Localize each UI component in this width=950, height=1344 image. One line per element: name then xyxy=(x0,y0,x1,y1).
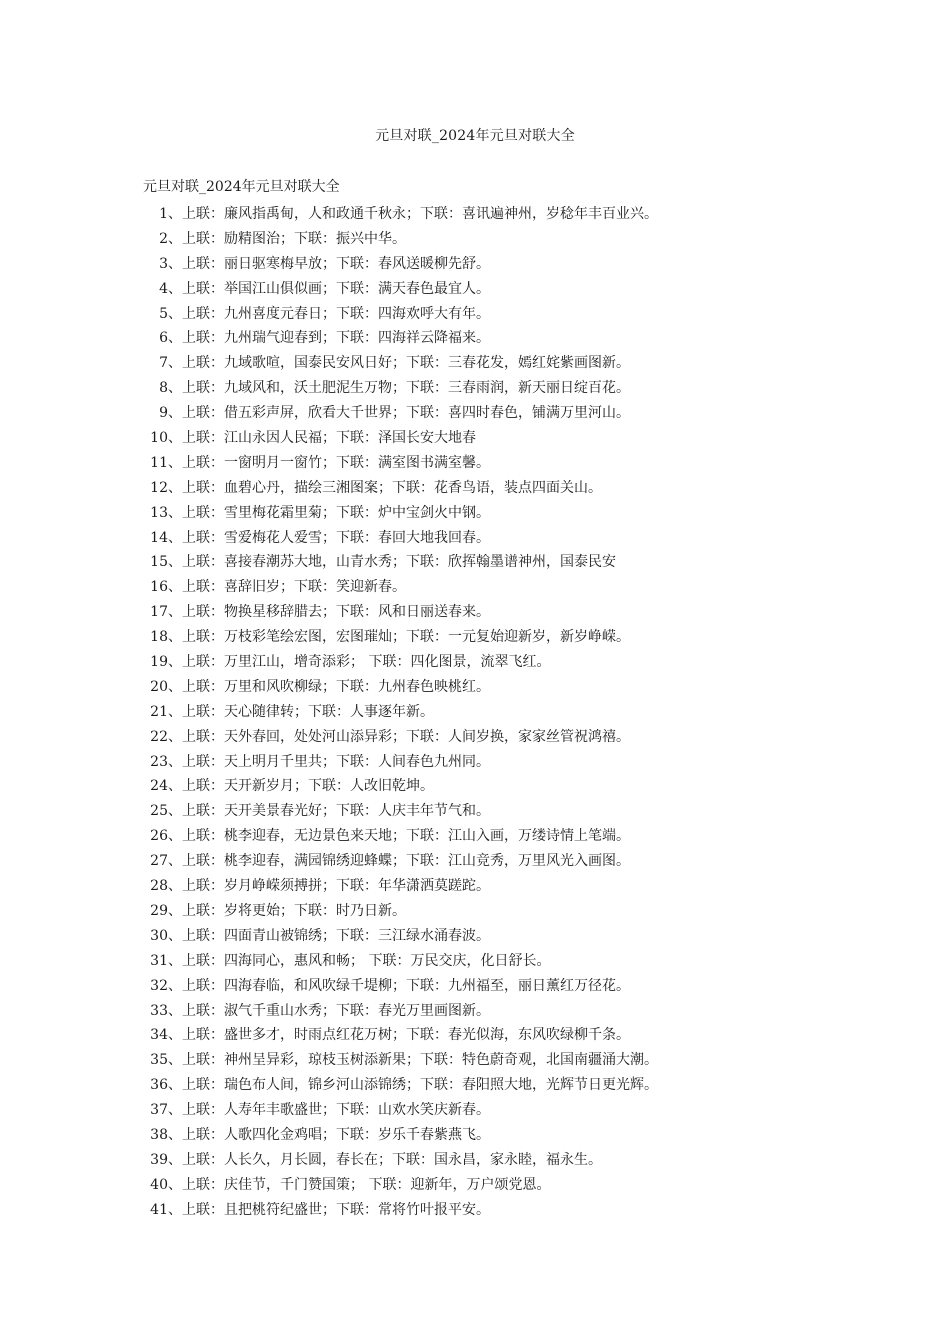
list-item-text: 上联：人长久，月长圆，春长在；下联：国永昌，家永睦，福永生。 xyxy=(182,1151,602,1168)
list-item xyxy=(0,849,658,874)
list-item-number: 15、 xyxy=(150,554,182,571)
list-item xyxy=(0,700,658,725)
list-item-text: 上联：一窗明月一窗竹；下联：满室图书满室馨。 xyxy=(182,454,490,471)
list-item-number: 2、 xyxy=(159,230,182,247)
list-item xyxy=(0,351,658,376)
list-item-number: 28、 xyxy=(150,878,182,895)
list-item-number: 25、 xyxy=(150,803,182,820)
list-item-text: 上联：雪里梅花霜里菊；下联：炉中宝剑火中钢。 xyxy=(182,504,490,521)
list-item-text: 上联：喜接春潮苏大地，山青水秀；下联：欣挥翰墨谱神州，国泰民安 xyxy=(182,554,616,571)
document-subtitle: 元旦对联_2024年元旦对联大全 xyxy=(143,179,340,195)
list-item xyxy=(0,1098,658,1123)
list-item-number: 31、 xyxy=(150,952,182,969)
list-item xyxy=(0,227,658,252)
list-item xyxy=(0,949,658,974)
list-item xyxy=(0,277,658,302)
list-item-number: 19、 xyxy=(150,654,182,671)
list-item-number: 9、 xyxy=(159,405,182,422)
list-item-text: 上联：物换星移辞腊去；下联：风和日丽送春来。 xyxy=(182,604,490,621)
list-item xyxy=(0,526,658,551)
list-item-number: 7、 xyxy=(159,355,182,372)
list-item-number: 36、 xyxy=(150,1077,182,1094)
list-item xyxy=(0,600,658,625)
list-item-text: 上联：淑气千重山水秀；下联：春光万里画图新。 xyxy=(182,1002,490,1019)
list-item-number: 37、 xyxy=(150,1102,182,1119)
list-item xyxy=(0,974,658,999)
list-item-text: 上联：廉风指禹甸，人和政通千秋永；下联：喜讯遍神州，岁稔年丰百业兴。 xyxy=(182,206,658,222)
list-item-text: 上联：九州喜度元春日；下联：四海欢呼大有年。 xyxy=(182,305,490,322)
list-item-text: 上联：桃李迎春，满园锦绣迎蜂蝶；下联：江山竞秀，万里风光入画图。 xyxy=(182,853,630,870)
list-item-number: 23、 xyxy=(150,753,182,770)
list-item xyxy=(0,451,658,476)
list-item xyxy=(0,202,658,227)
couplet-list xyxy=(0,202,658,1223)
list-item-text: 上联：瑞色布人间，锦乡河山添锦绣；下联：春阳照大地，光辉节日更光辉。 xyxy=(182,1077,658,1094)
list-item-text: 上联：天心随律转；下联：人事逐年新。 xyxy=(182,703,434,720)
list-item-number: 39、 xyxy=(150,1151,182,1168)
list-item-number: 33、 xyxy=(150,1002,182,1019)
list-item-number: 22、 xyxy=(150,728,182,745)
list-item-number: 29、 xyxy=(150,902,182,919)
list-item-number: 24、 xyxy=(150,778,182,795)
list-item-number: 4、 xyxy=(159,280,182,297)
list-item-text: 上联：天开新岁月；下联：人改旧乾坤。 xyxy=(182,778,434,795)
list-item-text: 上联：雪爱梅花人爱雪；下联：春回大地我回春。 xyxy=(182,529,490,546)
list-item xyxy=(0,799,658,824)
list-item xyxy=(0,426,658,451)
list-item-number: 32、 xyxy=(150,977,182,994)
list-item-text: 上联：江山永因人民福；下联：泽国长安大地春 xyxy=(182,430,476,447)
list-item-text: 上联：人寿年丰歌盛世；下联：山欢水笑庆新春。 xyxy=(182,1102,490,1119)
list-item xyxy=(0,924,658,949)
list-item-text: 上联：九域风和，沃土肥泥生万物；下联：三春雨润，新天丽日绽百花。 xyxy=(182,380,630,397)
list-item xyxy=(0,1073,658,1098)
list-item-text: 上联：喜辞旧岁；下联：笑迎新春。 xyxy=(182,579,406,596)
list-item xyxy=(0,1123,658,1148)
list-item-number: 3、 xyxy=(159,255,182,272)
list-item-number: 40、 xyxy=(150,1176,182,1193)
list-item-text: 上联：万里和风吹柳绿；下联：九州春色映桃红。 xyxy=(182,678,490,695)
list-item xyxy=(0,750,658,775)
list-item xyxy=(0,1023,658,1048)
list-item-number: 21、 xyxy=(150,703,182,720)
list-item xyxy=(0,401,658,426)
list-item-text: 上联：天上明月千里共；下联：人间春色九州同。 xyxy=(182,753,490,770)
list-item-number: 27、 xyxy=(150,853,182,870)
list-item-number: 18、 xyxy=(150,629,182,646)
list-item xyxy=(0,824,658,849)
list-item-number: 13、 xyxy=(150,504,182,521)
list-item xyxy=(0,476,658,501)
list-item-text: 上联：万里江山，增奇添彩； 下联：四化图景，流翠飞红。 xyxy=(182,654,551,671)
list-item xyxy=(0,1173,658,1198)
list-item-number: 12、 xyxy=(150,479,182,496)
list-item-number: 6、 xyxy=(159,330,182,347)
list-item xyxy=(0,774,658,799)
list-item-number: 11、 xyxy=(150,454,182,471)
list-item xyxy=(0,501,658,526)
list-item-number: 14、 xyxy=(150,529,182,546)
list-item-text: 上联：桃李迎春，无边景色来天地；下联：江山入画，万缕诗情上笔端。 xyxy=(182,828,630,845)
list-item-number: 16、 xyxy=(150,579,182,596)
list-item-text: 上联：九域歌喧，国泰民安风日好；下联：三春花发，嫣红姹紫画图新。 xyxy=(182,355,630,372)
list-item xyxy=(0,326,658,351)
list-item xyxy=(0,650,658,675)
list-item-text: 上联：四面青山被锦绣；下联：三江绿水涌春波。 xyxy=(182,927,490,944)
list-item-number: 38、 xyxy=(150,1126,182,1143)
list-item-text: 上联：庆佳节，千门赞国策； 下联：迎新年，万户颂党恩。 xyxy=(182,1176,551,1193)
list-item xyxy=(0,899,658,924)
list-item-text: 上联：励精图治；下联：振兴中华。 xyxy=(182,230,406,247)
list-item-text: 上联：天外春回，处处河山添异彩；下联：人间岁换，家家丝管祝鸿禧。 xyxy=(182,728,630,745)
list-item xyxy=(0,1198,658,1223)
list-item xyxy=(0,252,658,277)
list-item-number: 5、 xyxy=(159,305,182,322)
list-item xyxy=(0,999,658,1024)
list-item-number: 35、 xyxy=(150,1052,182,1069)
list-item xyxy=(0,1148,658,1173)
list-item-text: 上联：岁将更始；下联：时乃日新。 xyxy=(182,902,406,919)
list-item xyxy=(0,302,658,327)
list-item-text: 上联：四海同心，惠风和畅； 下联：万民交庆，化日舒长。 xyxy=(182,952,551,969)
list-item-text: 上联：举国江山俱似画；下联：满天春色最宜人。 xyxy=(182,280,490,297)
list-item-text: 上联：万枝彩笔绘宏图，宏图璀灿；下联：一元复始迎新岁，新岁峥嵘。 xyxy=(182,629,630,646)
list-item xyxy=(0,725,658,750)
list-item-text: 上联：血碧心丹，描绘三湘图案；下联：花香鸟语，装点四面关山。 xyxy=(182,479,602,496)
list-item xyxy=(0,1048,658,1073)
list-item xyxy=(0,625,658,650)
list-item-text: 上联：神州呈异彩，琼枝玉树添新果；下联：特色蔚奇观，北国南疆涌大潮。 xyxy=(182,1052,658,1069)
list-item-number: 26、 xyxy=(150,828,182,845)
list-item-text: 上联：天开美景春光好；下联：人庆丰年节气和。 xyxy=(182,803,490,820)
list-item-text: 上联：九州瑞气迎春到；下联：四海祥云降福来。 xyxy=(182,330,490,347)
list-item xyxy=(0,550,658,575)
list-item-number: 1、 xyxy=(159,206,182,222)
list-item-text: 上联：借五彩声屏，欣看大千世界；下联：喜四时春色，铺满万里河山。 xyxy=(182,405,630,422)
list-item-text: 上联：人歌四化金鸡唱；下联：岁乐千春紫燕飞。 xyxy=(182,1126,490,1143)
list-item-text: 上联：盛世多才，时雨点红花万树；下联：春光似海，东风吹绿柳千条。 xyxy=(182,1027,630,1044)
list-item-text: 上联：丽日驱寒梅早放；下联：春风送暖柳先舒。 xyxy=(182,255,490,272)
list-item xyxy=(0,376,658,401)
list-item-number: 10、 xyxy=(150,430,182,447)
list-item-number: 20、 xyxy=(150,678,182,695)
list-item-number: 34、 xyxy=(150,1027,182,1044)
list-item-text: 上联：且把桃符纪盛世；下联：常将竹叶报平安。 xyxy=(182,1201,490,1218)
list-item xyxy=(0,575,658,600)
list-item-number: 41、 xyxy=(150,1201,182,1218)
list-item-text: 上联：岁月峥嵘须搏拼；下联：年华潇洒莫蹉跎。 xyxy=(182,878,490,895)
list-item-text: 上联：四海春临，和风吹绿千堤柳；下联：九州福至，丽日薰红万径花。 xyxy=(182,977,630,994)
list-item-number: 8、 xyxy=(159,380,182,397)
list-item-number: 30、 xyxy=(150,927,182,944)
document-title: 元旦对联_2024年元旦对联大全 xyxy=(375,128,575,144)
list-item xyxy=(0,874,658,899)
list-item-number: 17、 xyxy=(150,604,182,621)
list-item xyxy=(0,675,658,700)
